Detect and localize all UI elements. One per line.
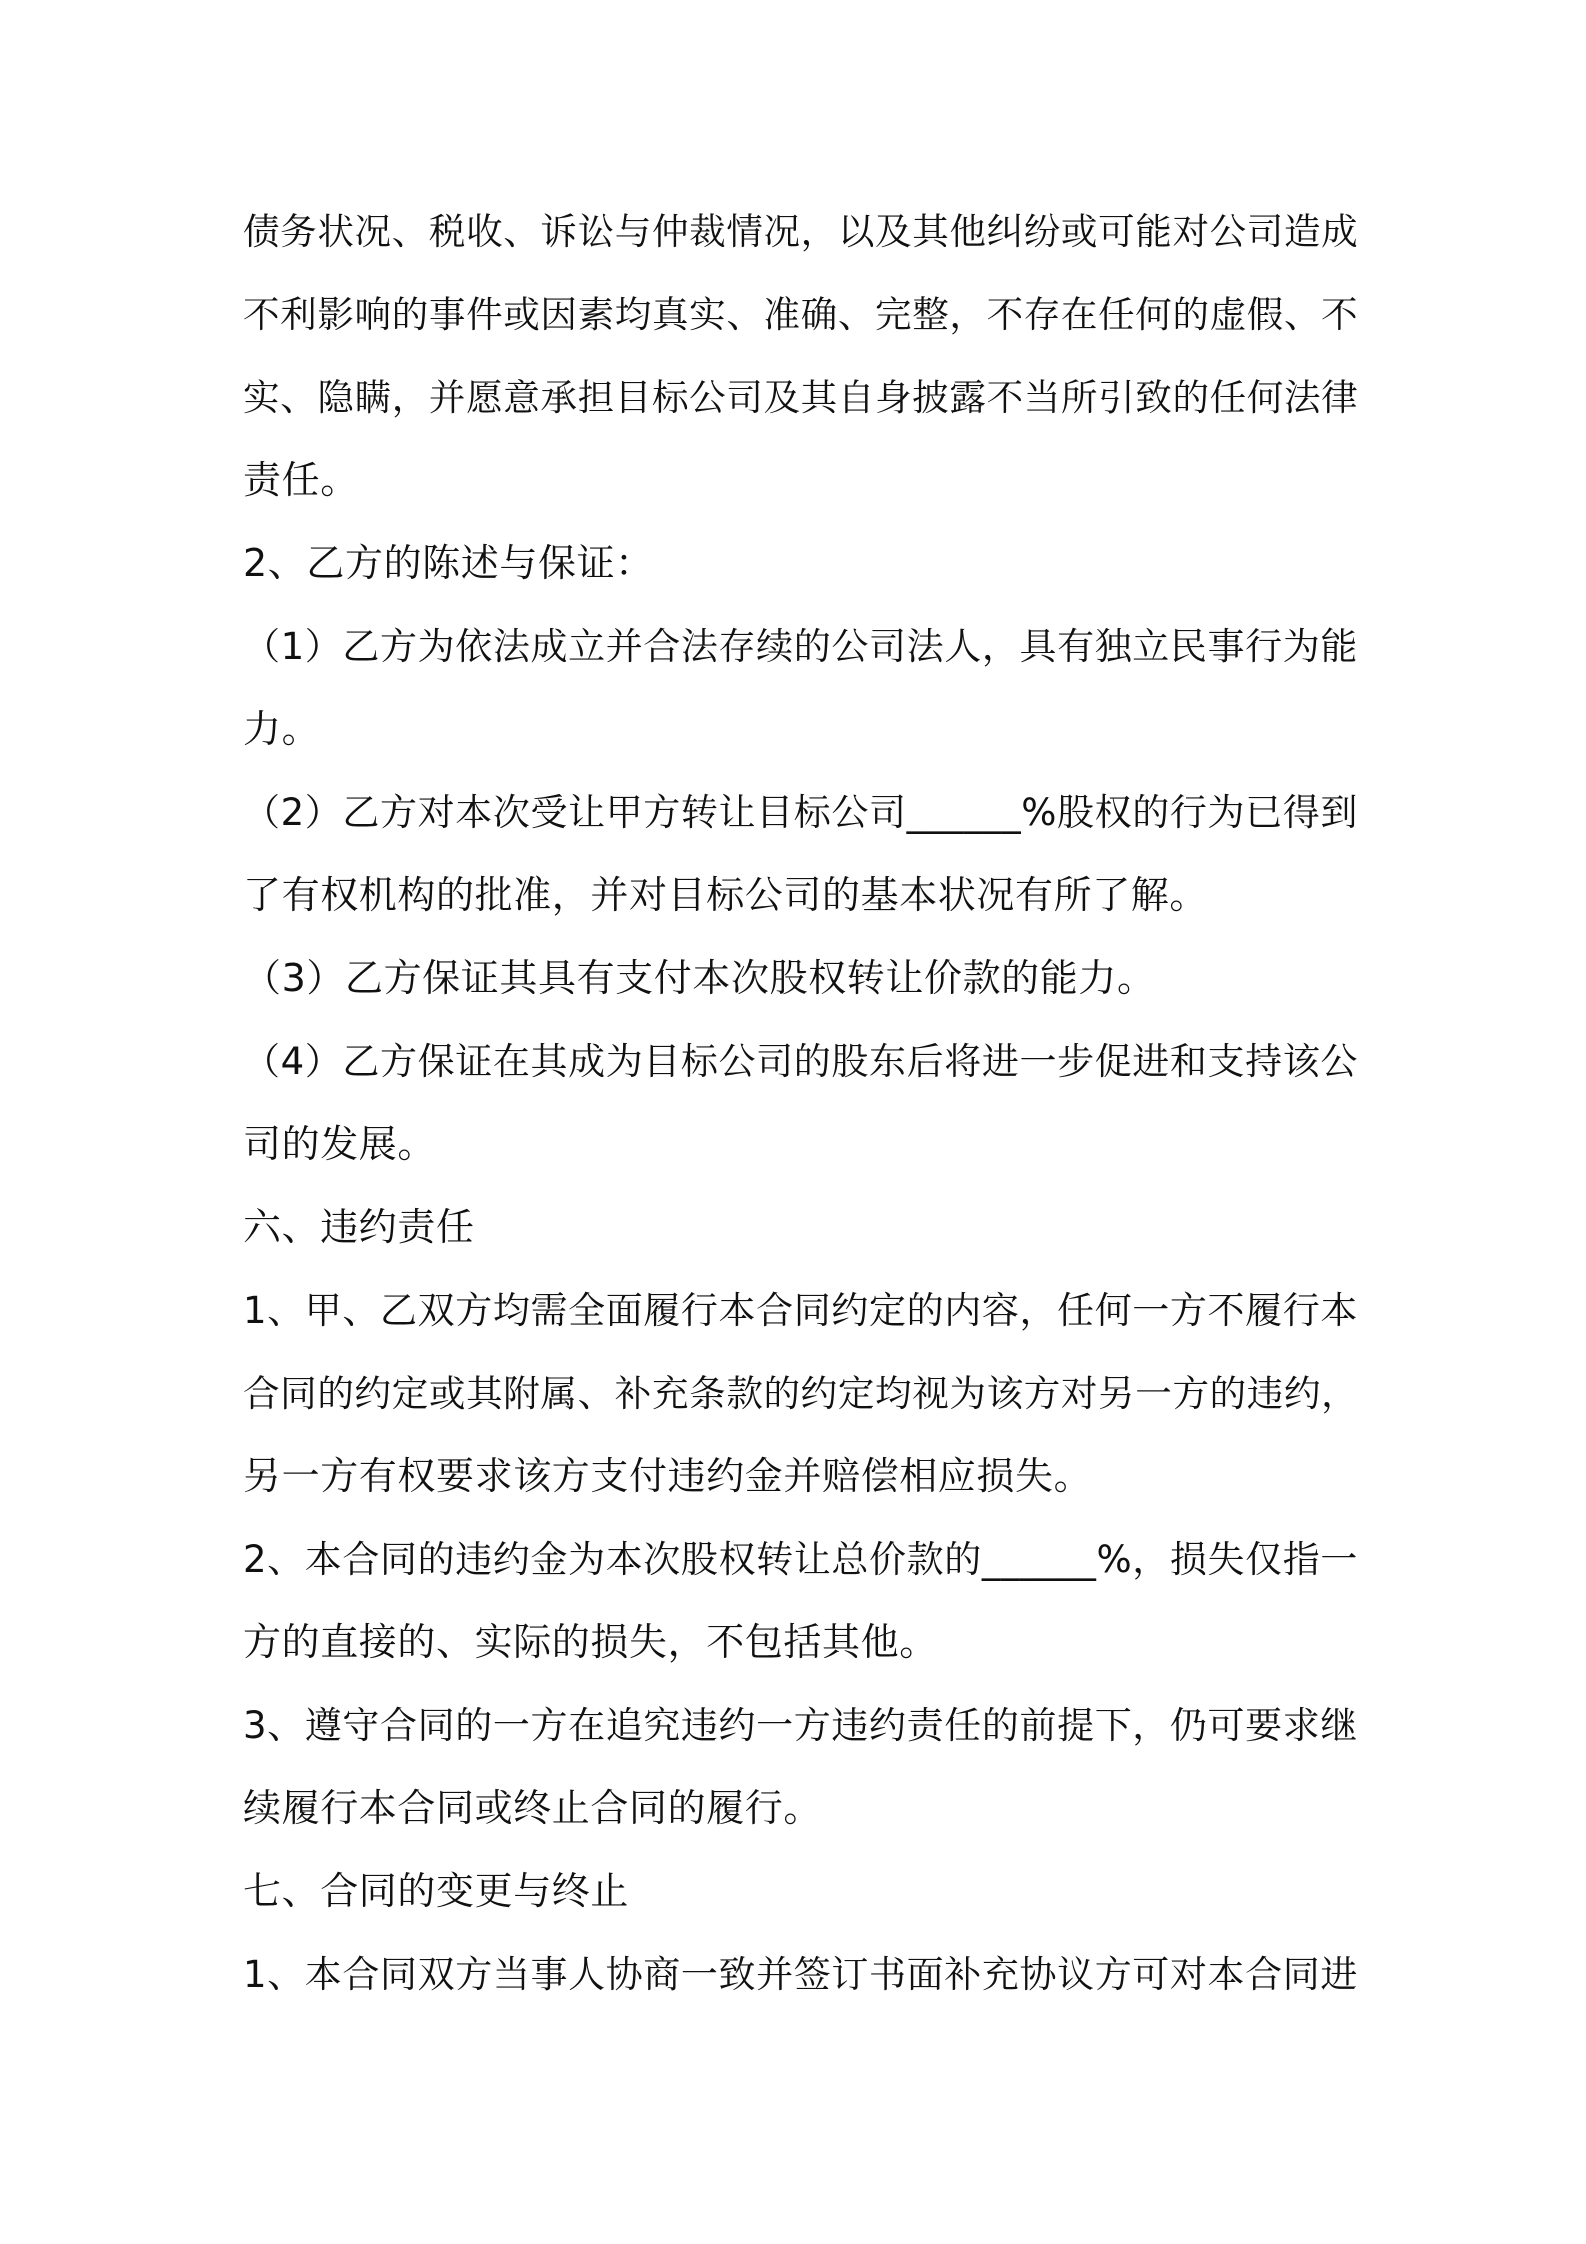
text-line-20: 续履行本合同或终止合同的履行。 (243, 1786, 823, 1830)
text-line-15: 合同的约定或其附属、补充条款的约定均视为该方对另一方的违约， (243, 1372, 1359, 1415)
text-line-16: 另一方有权要求该方支付违约金并赔偿相应损失。 (243, 1454, 1093, 1498)
text-line-22: 1、本合同双方当事人协商一致并签订书面补充协议方可对本合同进 (243, 1953, 1359, 1996)
document-body (243, 190, 1358, 2016)
text-line-4: 责任。 (243, 458, 359, 502)
text-line-3: 实、隐瞒，并愿意承担目标公司及其自身披露不当所引致的任何法律 (243, 376, 1359, 419)
section-heading-7: 七、合同的变更与终止 (243, 1869, 630, 1913)
text-line-19: 3、遵守合同的一方在追究违约一方违约责任的前提下，仍可要求继 (243, 1704, 1359, 1747)
section-heading-2: 2、乙方的陈述与保证： (243, 541, 654, 585)
text-line-10: （3）乙方保证其具有支付本次股权转让价款的能力。 (243, 956, 1156, 1000)
text-line-7: 力。 (243, 707, 321, 751)
text-line-1: 债务状况、税收、诉讼与仲裁情况，以及其他纠纷或可能对公司造成 (243, 210, 1359, 253)
text-line-6: （1）乙方为依法成立并合法存续的公司法人，具有独立民事行为能 (243, 625, 1359, 668)
text-line-14: 1、甲、乙双方均需全面履行本合同约定的内容，任何一方不履行本 (243, 1289, 1359, 1332)
text-line-11: （4）乙方保证在其成为目标公司的股东后将进一步促进和支持该公 (243, 1040, 1359, 1083)
text-line-8: （2）乙方对本次受让甲方转让目标公司______%股权的行为已得到 (243, 791, 1358, 834)
text-line-12: 司的发展。 (243, 1122, 437, 1166)
text-line-18: 方的直接的、实际的损失，不包括其他。 (243, 1620, 938, 1664)
text-line-17: 2、本合同的违约金为本次股权转让总价款的______%，损失仅指一 (243, 1538, 1358, 1581)
section-heading-6: 六、违约责任 (243, 1205, 475, 1249)
text-line-2: 不利影响的事件或因素均真实、准确、完整，不存在任何的虚假、不 (243, 293, 1359, 336)
text-line-9: 了有权机构的批准，并对目标公司的基本状况有所了解。 (243, 873, 1209, 917)
